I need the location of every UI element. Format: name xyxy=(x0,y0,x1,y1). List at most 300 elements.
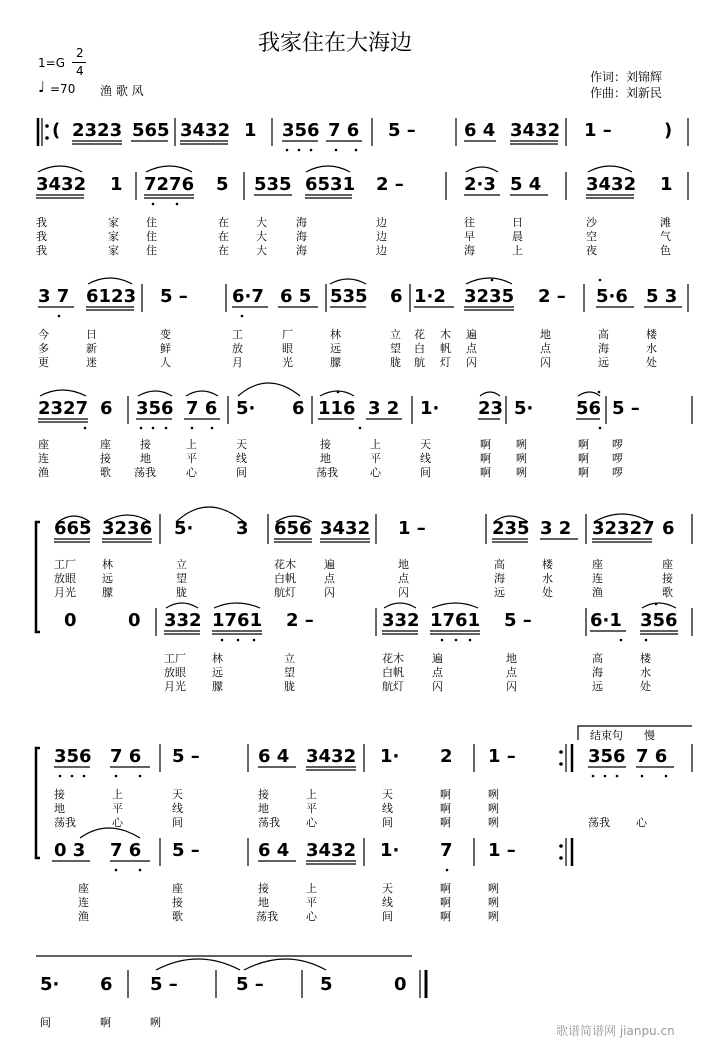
lyric: 边 xyxy=(376,216,387,229)
note-group: 0 xyxy=(64,610,77,631)
lyric: 海 xyxy=(296,230,307,243)
note-group: 7276 xyxy=(144,174,195,195)
lyric: 啊 xyxy=(440,882,451,895)
lyric: 水 xyxy=(542,572,553,585)
lyric: 滩 xyxy=(660,216,671,229)
note-group: 5 – xyxy=(388,120,416,141)
note-group: 2 – xyxy=(286,610,314,631)
note-group: 0 xyxy=(128,610,141,631)
note-group: 3 2 xyxy=(540,518,572,539)
lyric: 间 xyxy=(382,816,393,829)
lyric: 咧 xyxy=(516,466,527,479)
note-group: 5 – xyxy=(172,746,200,767)
lyric: 上 xyxy=(512,244,523,257)
lyric: 点 xyxy=(432,666,443,679)
note-group: 3432 xyxy=(306,746,357,767)
note-group: 1 xyxy=(244,120,257,141)
lyric: 歌 xyxy=(100,466,111,479)
lyric: 啊 xyxy=(440,910,451,923)
lyric: 闪 xyxy=(398,586,409,599)
lyric: 天 xyxy=(420,438,431,451)
lyric: 歌 xyxy=(662,586,673,599)
open-paren: ( xyxy=(52,120,61,141)
lyric: 工厂 xyxy=(164,652,186,665)
lyric: 荡我 xyxy=(134,466,156,479)
lyric: 海 xyxy=(296,216,307,229)
lyric: 海 xyxy=(494,572,505,585)
note-group: 1761 xyxy=(430,610,481,631)
lyric: 咧 xyxy=(516,438,527,451)
lyric: 地 xyxy=(140,452,151,465)
lyric: 白帆 xyxy=(274,572,296,585)
note-group: 3236 xyxy=(102,518,153,539)
lyric: 天 xyxy=(382,788,393,801)
lyric: 处 xyxy=(640,680,651,693)
lyric: 胧 xyxy=(176,586,187,599)
lyric: 光 xyxy=(282,356,293,369)
note-group: 5· xyxy=(40,974,60,995)
note-group: 23 xyxy=(478,398,504,419)
lyric: 迷 xyxy=(86,356,97,369)
note-group: 1 xyxy=(110,174,123,195)
note-group: 0 xyxy=(394,974,407,995)
lyric: 水 xyxy=(646,342,657,355)
note-group: 3 7 xyxy=(38,286,70,307)
lyric: 帆 xyxy=(440,342,451,355)
lyric: 在 xyxy=(218,230,229,243)
lyric: 立 xyxy=(390,328,401,341)
lyric: 日 xyxy=(512,216,523,229)
lyric: 接 xyxy=(172,896,183,909)
lyric: 接 xyxy=(662,572,673,585)
lyric: 海 xyxy=(464,244,475,257)
note-group: 5 3 xyxy=(646,286,678,307)
lyric: 航 xyxy=(414,356,425,369)
lyric: 我 xyxy=(36,230,47,243)
note-group: 6 xyxy=(292,398,305,419)
lyric: 林 xyxy=(102,558,113,571)
lyric: 鲜 xyxy=(160,342,171,355)
lyric: 心 xyxy=(370,466,381,479)
note-group: 356 xyxy=(136,398,174,419)
lyric: 上 xyxy=(306,788,317,801)
lyric: 住 xyxy=(146,244,157,257)
note-group: 6 xyxy=(100,974,113,995)
note-group: 7 6 xyxy=(636,746,668,767)
ending-label: 结束句 xyxy=(590,729,623,742)
note-group: 56 xyxy=(576,398,602,419)
lyric: 间 xyxy=(172,816,183,829)
lyric: 接 xyxy=(140,438,151,451)
note-group: 6 xyxy=(100,398,113,419)
close-paren: ) xyxy=(664,120,673,141)
lyric: 咧 xyxy=(488,816,499,829)
lyric: 座 xyxy=(100,438,111,451)
lyric: 荡我 xyxy=(316,466,338,479)
watermark: 歌谱简谱网 jianpu.cn xyxy=(556,1024,675,1038)
note-group: 535 xyxy=(330,286,368,307)
note-group: 1·2 xyxy=(414,286,446,307)
lyric: 远 xyxy=(592,680,603,693)
lyric: 月 xyxy=(232,356,243,369)
lyric: 在 xyxy=(218,216,229,229)
lyric: 早 xyxy=(464,230,475,243)
lyric: 心 xyxy=(112,816,123,829)
note-group: 356 xyxy=(282,120,320,141)
lyric: 航灯 xyxy=(382,680,404,693)
lyric: 平 xyxy=(306,896,317,909)
lyric: 渔 xyxy=(78,910,89,923)
note-group: 6 xyxy=(662,518,675,539)
lyric: 白 xyxy=(414,342,425,355)
note-group: 116 xyxy=(318,398,356,419)
note-group: 5 – xyxy=(504,610,532,631)
lyric: 闪 xyxy=(324,586,335,599)
lyric: 连 xyxy=(78,896,89,909)
lyric: 咧 xyxy=(516,452,527,465)
lyric: 上 xyxy=(186,438,197,451)
lyric: 楼 xyxy=(640,652,651,665)
note-group: 356 xyxy=(640,610,678,631)
note-group: 6·1 xyxy=(590,610,622,631)
lyric: 厂 xyxy=(282,328,293,341)
lyric: 啊 xyxy=(480,438,491,451)
note-group: 5 – xyxy=(612,398,640,419)
lyric: 林 xyxy=(330,328,341,341)
lyric: 地 xyxy=(506,652,517,665)
lyric: 新 xyxy=(86,342,97,355)
note-group: 332 xyxy=(164,610,202,631)
note-group: 6531 xyxy=(305,174,356,195)
lyric: 闪 xyxy=(506,680,517,693)
note-group: 5 – xyxy=(236,974,264,995)
note-group: 5· xyxy=(514,398,534,419)
lyric: 啊 xyxy=(440,788,451,801)
note-group: 3432 xyxy=(320,518,371,539)
note-group: 1· xyxy=(380,840,400,861)
lyric: 上 xyxy=(370,438,381,451)
note-group: 5·6 xyxy=(596,286,628,307)
lyric: 荡我 xyxy=(258,816,280,829)
note-group: 332 xyxy=(382,610,420,631)
note-group: 5 – xyxy=(160,286,188,307)
lyric: 啊 xyxy=(440,802,451,815)
lyric: 住 xyxy=(146,230,157,243)
lyric: 座 xyxy=(38,438,49,451)
lyric: 望 xyxy=(284,666,295,679)
note-group: 7 6 xyxy=(110,840,142,861)
lyric: 啊 xyxy=(480,452,491,465)
lyric: 线 xyxy=(382,896,393,909)
note-group: 5 xyxy=(216,174,229,195)
lyric: 渔 xyxy=(592,586,603,599)
note-group: 356 xyxy=(54,746,92,767)
lyric: 楼 xyxy=(542,558,553,571)
lyric: 家 xyxy=(108,216,119,229)
lyric: 胧 xyxy=(390,356,401,369)
style-mark: 渔 歌 风 xyxy=(100,84,144,98)
note-group: 1· xyxy=(380,746,400,767)
lyric: 高 xyxy=(598,328,609,341)
note-group: 2 xyxy=(440,746,453,767)
lyric: 线 xyxy=(236,452,247,465)
lyric: 朦 xyxy=(102,586,113,599)
note-group: 6123 xyxy=(86,286,137,307)
note-group: 2 – xyxy=(538,286,566,307)
note-group: 6 4 xyxy=(258,840,290,861)
lyric: 啰 xyxy=(612,438,623,451)
lyric: 楼 xyxy=(646,328,657,341)
lyric: 接 xyxy=(54,788,65,801)
meter-bottom: 4 xyxy=(76,64,84,78)
lyric: 立 xyxy=(284,652,295,665)
lyric: 啊 xyxy=(440,816,451,829)
lyric: 家 xyxy=(108,230,119,243)
lyric: 座 xyxy=(172,882,183,895)
lyric: 渔 xyxy=(38,466,49,479)
lyric: 花 xyxy=(414,328,425,341)
lyric: 线 xyxy=(172,802,183,815)
lyric: 放眼 xyxy=(54,572,76,585)
note-group: 1· xyxy=(420,398,440,419)
lyric: 日 xyxy=(86,328,97,341)
note-group: 5· xyxy=(174,518,194,539)
note-group: 2·3 xyxy=(464,174,496,195)
lyric: 多 xyxy=(38,342,49,355)
lyric: 处 xyxy=(542,586,553,599)
lyric: 望 xyxy=(390,342,401,355)
lyric: 接 xyxy=(100,452,111,465)
lyric: 木 xyxy=(440,328,451,341)
note-group: 665 xyxy=(54,518,92,539)
lyric: 接 xyxy=(258,882,269,895)
note-group: 1761 xyxy=(212,610,263,631)
lyric: 咧 xyxy=(150,1016,161,1029)
lyric: 海 xyxy=(598,342,609,355)
lyric: 大 xyxy=(256,216,267,229)
lyric: 咧 xyxy=(488,882,499,895)
lyric: 远 xyxy=(102,572,113,585)
lyric: 咧 xyxy=(488,802,499,815)
lyric: 工 xyxy=(232,328,243,341)
lyric: 高 xyxy=(494,558,505,571)
note-group: 3 2 xyxy=(368,398,400,419)
lyric: 白帆 xyxy=(382,666,404,679)
lyric: 天 xyxy=(172,788,183,801)
lyric: 远 xyxy=(494,586,505,599)
lyric: 点 xyxy=(324,572,335,585)
lyric: 闪 xyxy=(466,356,477,369)
lyric: 空 xyxy=(586,230,597,243)
lyric: 立 xyxy=(176,558,187,571)
note-group: 5 xyxy=(320,974,333,995)
lyric: 眼 xyxy=(282,342,293,355)
lyric: 心 xyxy=(306,910,317,923)
note-group: 1 – xyxy=(488,840,516,861)
lyric: 闪 xyxy=(540,356,551,369)
note-group: 235 xyxy=(492,518,530,539)
lyric: 心 xyxy=(186,466,197,479)
lyric: 变 xyxy=(160,328,171,341)
lyric: 咧 xyxy=(488,896,499,909)
lyric: 放眼 xyxy=(164,666,186,679)
lyric: 灯 xyxy=(440,356,451,369)
lyric: 点 xyxy=(540,342,551,355)
lyric: 海 xyxy=(296,244,307,257)
lyric: 边 xyxy=(376,244,387,257)
lyric: 林 xyxy=(212,652,223,665)
lyric: 上 xyxy=(306,882,317,895)
lyric: 闪 xyxy=(432,680,443,693)
ending-tempo: 慢 xyxy=(644,729,655,742)
note-group: 3432 xyxy=(306,840,357,861)
lyric: 海 xyxy=(592,666,603,679)
lyric: 放 xyxy=(232,342,243,355)
note-group: 565 xyxy=(132,120,170,141)
lyric: 点 xyxy=(466,342,477,355)
note-group: 6 xyxy=(390,286,403,307)
lyric: 水 xyxy=(640,666,651,679)
note-group: 5 – xyxy=(150,974,178,995)
note-group: 5 – xyxy=(172,840,200,861)
lyric: 在 xyxy=(218,244,229,257)
lyric: 线 xyxy=(382,802,393,815)
lyric: 荡我 xyxy=(588,816,610,829)
note-group: 3432 xyxy=(586,174,637,195)
note-group: 7 6 xyxy=(186,398,218,419)
lyric: 心 xyxy=(636,816,647,829)
lyric: 工厂 xyxy=(54,558,76,571)
lyric: 望 xyxy=(176,572,187,585)
lyric: 连 xyxy=(592,572,603,585)
lyric: 连 xyxy=(38,452,49,465)
lyric: 地 xyxy=(54,802,65,815)
page-title: 我家住在大海边 xyxy=(258,31,413,56)
note-group: 1 – xyxy=(584,120,612,141)
note-group: 7 6 xyxy=(328,120,360,141)
key-signature: 1=G xyxy=(38,56,65,70)
note-group: 7 xyxy=(440,840,453,861)
lyric: 地 xyxy=(320,452,331,465)
lyric: 月光 xyxy=(164,680,186,693)
lyric: 朦 xyxy=(212,680,223,693)
note-group: 3 xyxy=(236,518,249,539)
lyric: 啊 xyxy=(440,896,451,909)
lyric: 大 xyxy=(256,230,267,243)
note-group: 6 5 xyxy=(280,286,312,307)
note-group: 6 4 xyxy=(258,746,290,767)
composer: 作曲：刘新民 xyxy=(590,86,663,100)
lyric: 间 xyxy=(420,466,431,479)
lyric: 花木 xyxy=(274,558,296,571)
lyric: 歌 xyxy=(172,910,183,923)
lyric: 点 xyxy=(398,572,409,585)
note-group: 3432 xyxy=(180,120,231,141)
lyric: 远 xyxy=(330,342,341,355)
note-group: 3432 xyxy=(36,174,87,195)
lyric: 间 xyxy=(382,910,393,923)
note-group: 2 – xyxy=(376,174,404,195)
note-group: 2327 xyxy=(38,398,89,419)
note-group: 535 xyxy=(254,174,292,195)
lyric: 荡我 xyxy=(54,816,76,829)
lyric: 我 xyxy=(36,216,47,229)
lyric: 啊 xyxy=(578,466,589,479)
lyric: 处 xyxy=(646,356,657,369)
lyric: 朦 xyxy=(330,356,341,369)
lyric: 航灯 xyxy=(274,586,296,599)
lyric: 座 xyxy=(662,558,673,571)
lyric: 平 xyxy=(370,452,381,465)
lyric: 接 xyxy=(320,438,331,451)
lyric: 今 xyxy=(38,328,49,341)
lyric: 遍 xyxy=(466,328,477,341)
lyric: 座 xyxy=(78,882,89,895)
lyric: 啰 xyxy=(612,466,623,479)
note-group: 0 3 xyxy=(54,840,86,861)
note-group: 32327 xyxy=(592,518,655,539)
lyric: 荡我 xyxy=(256,910,278,923)
lyric: 咧 xyxy=(488,910,499,923)
lyric: 家 xyxy=(108,244,119,257)
lyric: 边 xyxy=(376,230,387,243)
note-group: 3432 xyxy=(510,120,561,141)
note-group: 5 4 xyxy=(510,174,542,195)
lyric: 遍 xyxy=(324,558,335,571)
note-group: 656 xyxy=(274,518,312,539)
note-group: 7 6 xyxy=(110,746,142,767)
lyricist: 作词：刘锦辉 xyxy=(590,70,663,84)
lyric: 晨 xyxy=(512,230,523,243)
lyric: 住 xyxy=(146,216,157,229)
lyric: 更 xyxy=(38,356,49,369)
lyric: 线 xyxy=(420,452,431,465)
lyric: 地 xyxy=(258,802,269,815)
note-group: 1 – xyxy=(398,518,426,539)
lyric: 人 xyxy=(160,356,171,369)
note-group: 356 xyxy=(588,746,626,767)
lyric: 气 xyxy=(660,230,671,243)
lyric: 间 xyxy=(236,466,247,479)
lyric: 心 xyxy=(306,816,317,829)
lyric: 接 xyxy=(258,788,269,801)
note-group: 6 4 xyxy=(464,120,496,141)
lyric: 色 xyxy=(660,244,671,257)
lyric: 地 xyxy=(258,896,269,909)
note-group: 5· xyxy=(236,398,256,419)
lyric: 啊 xyxy=(100,1016,111,1029)
lyric: 我 xyxy=(36,244,47,257)
lyric: 远 xyxy=(212,666,223,679)
lyric: 月光 xyxy=(54,586,76,599)
lyric: 啰 xyxy=(612,452,623,465)
lyric: 地 xyxy=(398,558,409,571)
lyric: 啊 xyxy=(480,466,491,479)
lyric: 上 xyxy=(112,788,123,801)
note-group: 1 – xyxy=(488,746,516,767)
lyric: 咧 xyxy=(488,788,499,801)
lyric: 平 xyxy=(186,452,197,465)
lyric: 座 xyxy=(592,558,603,571)
lyric: 啊 xyxy=(578,452,589,465)
lyric: 高 xyxy=(592,652,603,665)
lyric: 间 xyxy=(40,1016,51,1029)
lyric: 地 xyxy=(540,328,551,341)
tempo-mark: =70 xyxy=(50,82,76,96)
lyric: 啊 xyxy=(578,438,589,451)
lyric: 胧 xyxy=(284,680,295,693)
lyric: 往 xyxy=(464,216,475,229)
